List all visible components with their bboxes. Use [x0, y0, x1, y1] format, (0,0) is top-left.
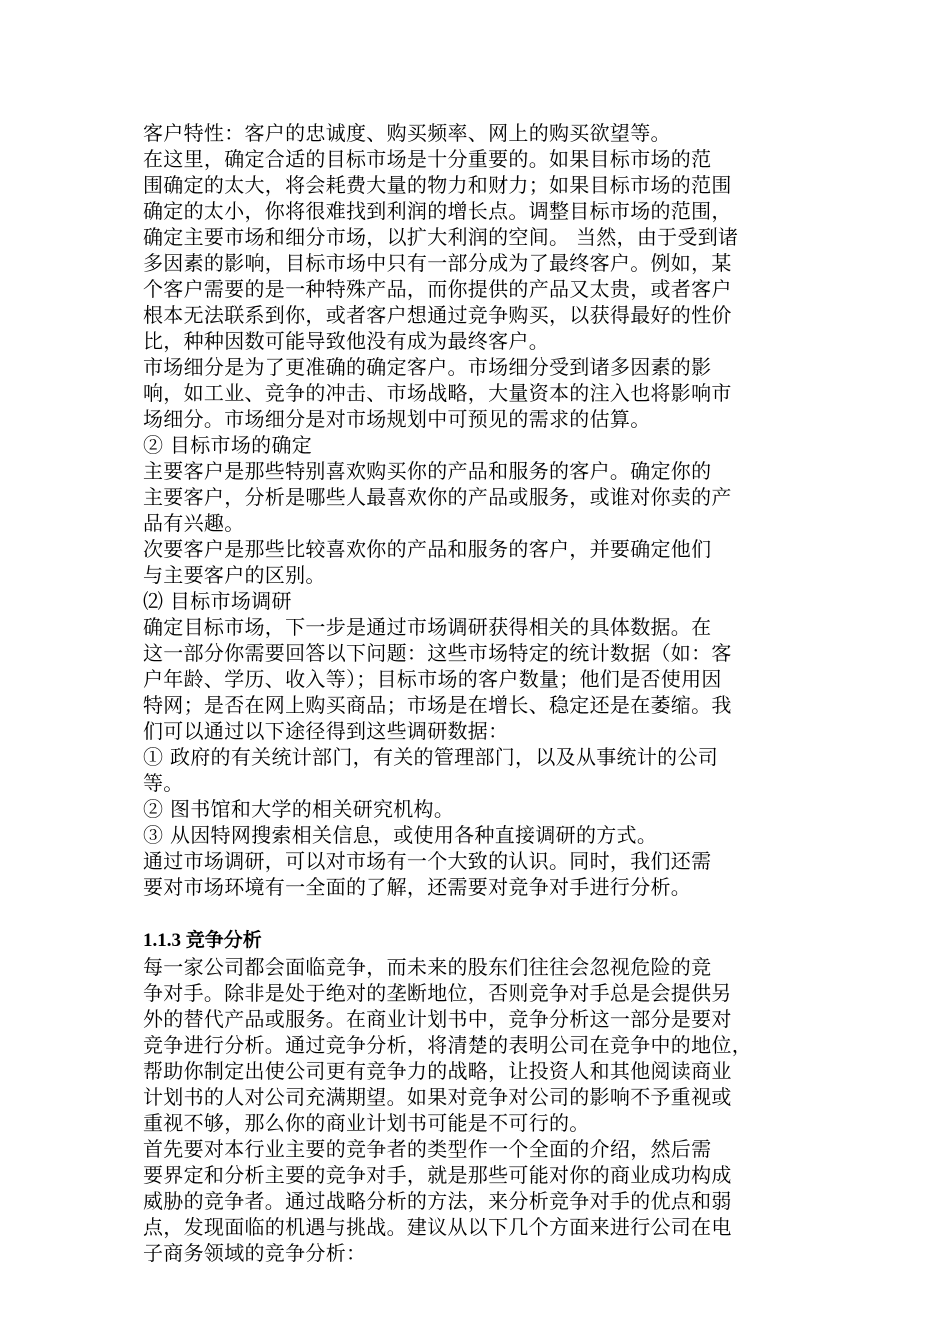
paragraph-line: 市场细分是为了更准确的确定客户。市场细分受到诸多因素的影: [143, 355, 712, 379]
paragraph-line: 围确定的太大，将会耗费大量的物力和财力；如果目标市场的范围: [143, 173, 732, 197]
paragraph-line: 客户特性：客户的忠诚度、购买频率、网上的购买欲望等。: [143, 121, 671, 145]
paragraph-line: 品有兴趣。: [143, 511, 245, 535]
paragraph-line: 场细分。市场细分是对市场规划中可预见的需求的估算。: [143, 407, 651, 431]
paragraph-line: 子商务领域的竞争分析：: [143, 1241, 367, 1265]
paragraph-line: 这一部分你需要回答以下问题：这些市场特定的统计数据（如：客: [143, 641, 732, 665]
paragraph-line: 竞争进行分析。通过竞争分析，将清楚的表明公司在竞争中的地位，: [143, 1033, 752, 1057]
subheading-line: ② 目标市场的确定: [143, 433, 313, 457]
paragraph-line: 威胁的竞争者。通过战略分析的方法，来分析竞争对手的优点和弱: [143, 1189, 732, 1213]
paragraph-line: 与主要客户的区别。: [143, 563, 326, 587]
paragraph-line: 通过市场调研，可以对市场有一个大致的认识。同时，我们还需: [143, 849, 712, 873]
paragraph-line: 重视不够，那么你的商业计划书可能是不可行的。: [143, 1111, 590, 1135]
paragraph-line: 每一家公司都会面临竞争，而未来的股东们往往会忽视危险的竞: [143, 955, 712, 979]
paragraph-line: 帮助你制定出使公司更有竞争力的战略，让投资人和其他阅读商业: [143, 1059, 732, 1083]
paragraph-line: 户年龄、学历、收入等）；目标市场的客户数量；他们是否使用因: [143, 667, 722, 691]
paragraph-line: 外的替代产品或服务。在商业计划书中，竞争分析这一部分是要对: [143, 1007, 732, 1031]
paragraph-line: 主要客户，分析是哪些人最喜欢你的产品或服务，或谁对你卖的产: [143, 485, 732, 509]
paragraph-line: 个客户需要的是一种特殊产品，而你提供的产品又太贵，或者客户: [143, 277, 732, 301]
list-item-line: 等。: [143, 771, 184, 795]
paragraph-line: 要对市场环境有一全面的了解，还需要对竞争对手进行分析。: [143, 875, 692, 899]
paragraph-line: 点，发现面临的机遇与挑战。建议从以下几个方面来进行公司在电: [143, 1215, 732, 1239]
paragraph-line: 响，如工业、竞争的冲击、市场战略，大量资本的注入也将影响市: [143, 381, 732, 405]
paragraph-line: 在这里，确定合适的目标市场是十分重要的。如果目标市场的范: [143, 147, 712, 171]
list-item-line: ① 政府的有关统计部门，有关的管理部门，以及从事统计的公司: [143, 745, 719, 769]
paragraph-line: 确定主要市场和细分市场，以扩大利润的空间。 当然，由于受到诸: [143, 225, 739, 249]
section-heading: 1.1.3 竞争分析: [143, 930, 262, 951]
list-item-line: ③ 从因特网搜索相关信息，或使用各种直接调研的方式。: [143, 823, 658, 847]
paragraph-line: 们可以通过以下途径得到这些调研数据：: [143, 719, 509, 743]
list-item-line: ② 图书馆和大学的相关研究机构。: [143, 797, 455, 821]
paragraph-line: 确定目标市场，下一步是通过市场调研获得相关的具体数据。在: [143, 615, 712, 639]
paragraph-line: 主要客户是那些特别喜欢购买你的产品和服务的客户。确定你的: [143, 459, 712, 483]
paragraph-line: 确定的太小，你将很难找到利润的增长点。调整目标市场的范围，: [143, 199, 732, 223]
paragraph-line: 要界定和分析主要的竞争对手，就是那些可能对你的商业成功构成: [143, 1163, 732, 1187]
paragraph-line: 根本无法联系到你，或者客户想通过竞争购买，以获得最好的性价: [143, 303, 732, 327]
paragraph-line: 比，种种因数可能导致他没有成为最终客户。: [143, 329, 549, 353]
subheading-line: ⑵ 目标市场调研: [143, 589, 292, 613]
paragraph-line: 多因素的影响，目标市场中只有一部分成为了最终客户。例如，某: [143, 251, 732, 275]
paragraph-line: 计划书的人对公司充满期望。如果对竞争对公司的影响不予重视或: [143, 1085, 732, 1109]
paragraph-line: 首先要对本行业主要的竞争者的类型作一个全面的介绍，然后需: [143, 1137, 712, 1161]
paragraph-line: 争对手。除非是处于绝对的垄断地位，否则竞争对手总是会提供另: [143, 981, 732, 1005]
paragraph-line: 次要客户是那些比较喜欢你的产品和服务的客户，并要确定他们: [143, 537, 712, 561]
paragraph-line: 特网；是否在网上购买商品；市场是在增长、稳定还是在萎缩。我: [143, 693, 732, 717]
